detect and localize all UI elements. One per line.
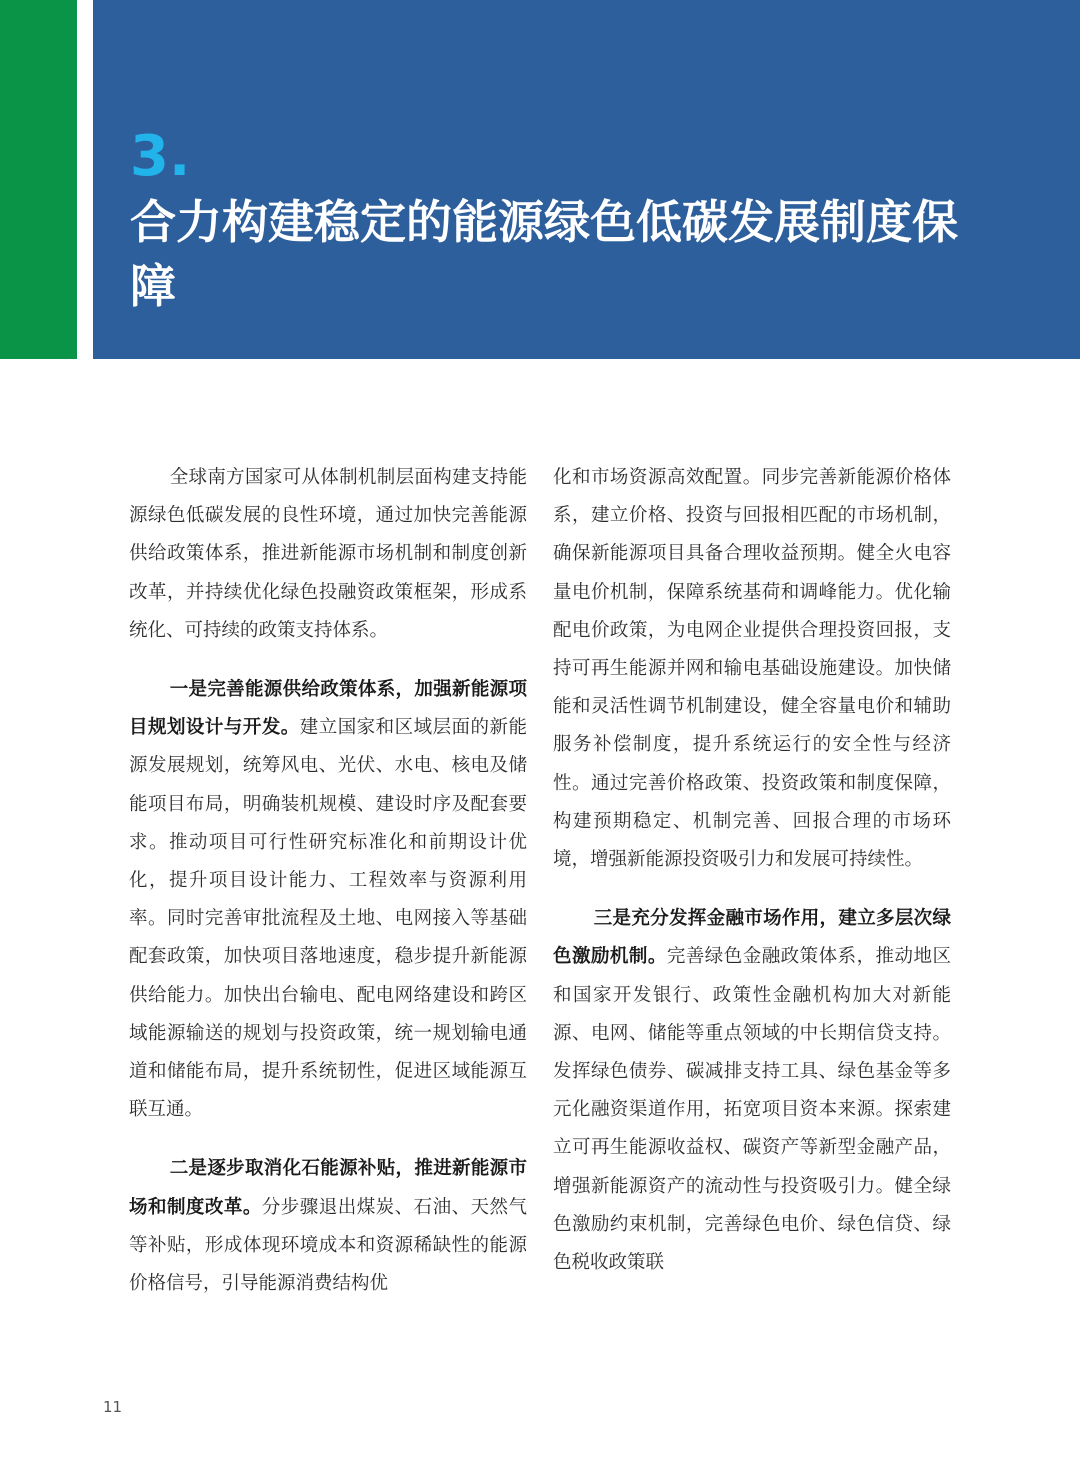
left-text-column — [129, 459, 527, 1303]
paragraph-3 — [553, 900, 951, 1282]
paragraph-2-lead: 二是逐步取消化石能源补贴，推进新能源市场和制度改革。 — [129, 1158, 527, 1218]
paragraph-2-continued: 化和市场资源高效配置。同步完善新能源价格体系，建立价格、投资与回报相匹配的市场机制，确保新能源项目具备合理收益预期。健全火电容量电价机制，保障系统基荷和调峰能力。优化输配电价政策，为电网企业提供合理投资回报，支持可再生能源并网和输电基础设施建设。加快储能和灵活性调节机制建设，健全容量电价和辅助服务补偿制度，提升系统运行的安全性与经济性。通过完善价格政策、投资政策和制度保障，构建预期稳定、机制完善、回报合理的市场环境，增强新能源投资吸引力和发展可持续性。 — [553, 467, 951, 871]
paragraph-1 — [129, 671, 527, 1129]
section-number: 3. — [130, 124, 191, 189]
paragraph-2-body: 分步骤退出煤炭、石油、天然气等补贴，形成体现环境成本和资源稀缺性的能源价格信号，引导能源消费结构优 — [129, 1196, 527, 1295]
right-text-column — [553, 459, 951, 1282]
intro-paragraph: 全球南方国家可从体制机制层面构建支持能源绿色低碳发展的良性环境，通过加快完善能源供给政策体系，推进新能源市场机制和制度创新改革，并持续优化绿色投融资政策框架，形成系统化、可持续的政策支持体系。 — [129, 467, 527, 641]
page-number: 11 — [103, 1398, 123, 1416]
paragraph-3-lead: 三是充分发挥金融市场作用，建立多层次绿色激励机制。 — [553, 908, 951, 968]
paragraph-2 — [129, 1150, 527, 1303]
paragraph-1-body: 建立国家和区域层面的新能源发展规划，统筹风电、光伏、水电、核电及储能项目布局，明确装机规模、建设时序及配套要求。推动项目可行性研究标准化和前期设计优化，提升项目设计能力、工程效率与资源利用率。同时完善审批流程及土地、电网接入等基础配套政策，加快项目落地速度，稳步提升新能源供给能力。加快出台输电、配电网络建设和跨区域能源输送的规划与投资政策，统一规划输电通道和储能布局，提升系统韧性，促进区域能源互联互通。 — [129, 717, 527, 1121]
paragraph-3-body: 完善绿色金融政策体系，推动地区和国家开发银行、政策性金融机构加大对新能源、电网、储能等重点领域的中长期信贷支持。发挥绿色债券、碳减排支持工具、绿色基金等多元化融资渠道作用，拓宽项目资本来源。探索建立可再生能源收益权、碳资产等新型金融产品，增强新能源资产的流动性与投资吸引力。健全绿色激励约束机制，完善绿色电价、绿色信贷、绿色税收政策联 — [553, 946, 951, 1274]
section-title: 合力构建稳定的能源绿色低碳发展制度保障 — [130, 195, 958, 313]
green-accent-bar — [0, 0, 77, 359]
paragraph-1-lead: 一是完善能源供给政策体系，加强新能源项目规划设计与开发。 — [129, 679, 527, 739]
